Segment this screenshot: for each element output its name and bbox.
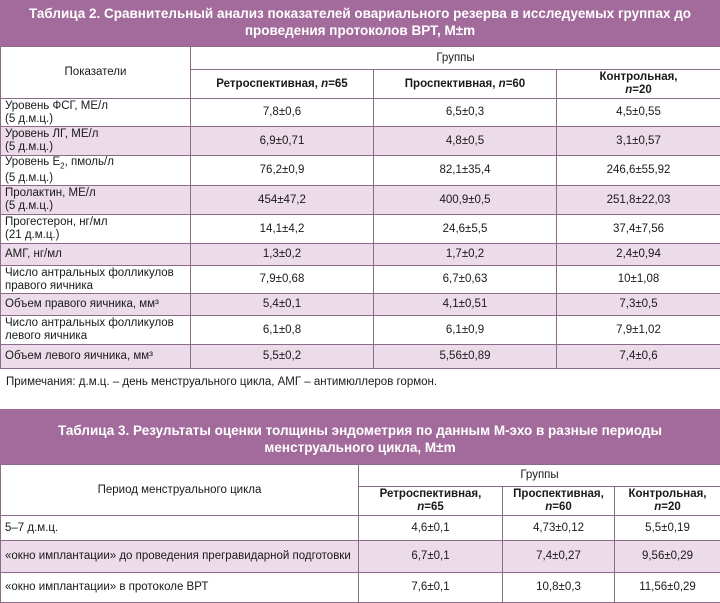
cell-control: 246,6±55,92	[557, 156, 720, 186]
table2-group-prosp: Проспективная, n=60	[374, 70, 557, 99]
table3-title-line1: Таблица 3. Результаты оценки толщины эндометрия по данным М-эхо в разные периоды	[0, 422, 720, 439]
table2-title	[0, 0, 720, 46]
table3-group-retro: Ретроспективная, n=65	[359, 487, 503, 516]
cell-control: 7,4±0,6	[557, 345, 720, 369]
cell-control: 11,56±0,29	[615, 573, 720, 603]
row-label: Пролактин, МЕ/л (5 д.м.ц.)	[1, 186, 191, 215]
row-label: Уровень ЛГ, МЕ/л (5 д.м.ц.)	[1, 127, 191, 156]
cell-retro: 6,1±0,8	[191, 316, 374, 345]
cell-retro: 6,7±0,1	[359, 541, 503, 573]
row-label: Уровень ФСГ, МЕ/л (5 д.м.ц.)	[1, 99, 191, 127]
cell-prosp: 6,5±0,3	[374, 99, 557, 127]
table-row	[1, 573, 720, 603]
row-label: АМГ, нг/мл	[1, 244, 191, 266]
table3	[0, 464, 720, 603]
cell-retro: 5,4±0,1	[191, 294, 374, 316]
cell-prosp: 82,1±35,4	[374, 156, 557, 186]
cell-prosp: 400,9±0,5	[374, 186, 557, 215]
cell-retro: 1,3±0,2	[191, 244, 374, 266]
table3-group-prosp: Проспективная, n=60	[503, 487, 615, 516]
table-row	[1, 186, 720, 215]
cell-prosp: 5,56±0,89	[374, 345, 557, 369]
cell-retro: 454±47,2	[191, 186, 374, 215]
cell-control: 9,56±0,29	[615, 541, 720, 573]
table-row	[1, 294, 720, 316]
cell-retro: 7,9±0,68	[191, 266, 374, 294]
table-row	[1, 345, 720, 369]
cell-control: 5,5±0,19	[615, 516, 720, 541]
table3-period-header: Период менструального цикла	[1, 465, 359, 516]
cell-prosp: 4,73±0,12	[503, 516, 615, 541]
table-row	[1, 316, 720, 345]
table2-note: Примечания: д.м.ц. – день менструального цикла, АМГ – антимюллеров гормон.	[6, 376, 437, 388]
cell-control: 251,8±22,03	[557, 186, 720, 215]
row-label: Число антральных фолликулов левого яичника	[1, 316, 191, 345]
cell-retro: 6,9±0,71	[191, 127, 374, 156]
cell-prosp: 4,8±0,5	[374, 127, 557, 156]
cell-retro: 7,8±0,6	[191, 99, 374, 127]
table2-title-line2: проведения протоколов ВРТ, M±m	[0, 22, 720, 39]
table3-groups-header: Группы	[359, 465, 720, 487]
cell-prosp: 6,7±0,63	[374, 266, 557, 294]
table-row	[1, 215, 720, 244]
table2-indicators-header: Показатели	[1, 47, 191, 99]
table2-group-retro: Ретроспективная, n=65	[191, 70, 374, 99]
cell-retro: 76,2±0,9	[191, 156, 374, 186]
cell-prosp: 1,7±0,2	[374, 244, 557, 266]
row-label: Уровень $Е_2$, пмоль/л (5 д.м.ц.)	[1, 156, 191, 186]
row-label: Объем левого яичника, мм³	[1, 345, 191, 369]
cell-retro: 5,5±0,2	[191, 345, 374, 369]
table3-title	[0, 409, 720, 464]
table-row	[1, 244, 720, 266]
row-label: Прогестерон, нг/мл (21 д.м.ц.)	[1, 215, 191, 244]
cell-prosp: 4,1±0,51	[374, 294, 557, 316]
row-label: Объем правого яичника, мм³	[1, 294, 191, 316]
cell-retro: 4,6±0,1	[359, 516, 503, 541]
cell-control: 7,3±0,5	[557, 294, 720, 316]
table3-title-line2: менструального цикла, M±m	[0, 439, 720, 456]
row-label: «окно имплантации» до проведения прегравидарной подготовки	[1, 541, 359, 573]
table3-group-control: Контрольная, n=20	[615, 487, 720, 516]
cell-control: 10±1,08	[557, 266, 720, 294]
table2-group-control: Контрольная, n=20	[557, 70, 720, 99]
cell-prosp: 10,8±0,3	[503, 573, 615, 603]
cell-prosp: 7,4±0,27	[503, 541, 615, 573]
table-row	[1, 156, 720, 186]
cell-control: 7,9±1,02	[557, 316, 720, 345]
cell-retro: 7,6±0,1	[359, 573, 503, 603]
row-label: 5–7 д.м.ц.	[1, 516, 359, 541]
cell-control: 37,4±7,56	[557, 215, 720, 244]
table-row	[1, 516, 720, 541]
cell-prosp: 24,6±5,5	[374, 215, 557, 244]
table2-groups-header: Группы	[191, 47, 720, 70]
row-label: Число антральных фолликулов правого яичника	[1, 266, 191, 294]
cell-control: 4,5±0,55	[557, 99, 720, 127]
table-row	[1, 99, 720, 127]
cell-prosp: 6,1±0,9	[374, 316, 557, 345]
table-row	[1, 541, 720, 573]
row-label: «окно имплантации» в протоколе ВРТ	[1, 573, 359, 603]
table2-title-line1: Таблица 2. Сравнительный анализ показателей овариального резерва в исследуемых группах до	[0, 5, 720, 22]
table2	[0, 46, 720, 369]
cell-control: 3,1±0,57	[557, 127, 720, 156]
cell-control: 2,4±0,94	[557, 244, 720, 266]
table-row	[1, 266, 720, 294]
table-row	[1, 127, 720, 156]
cell-retro: 14,1±4,2	[191, 215, 374, 244]
